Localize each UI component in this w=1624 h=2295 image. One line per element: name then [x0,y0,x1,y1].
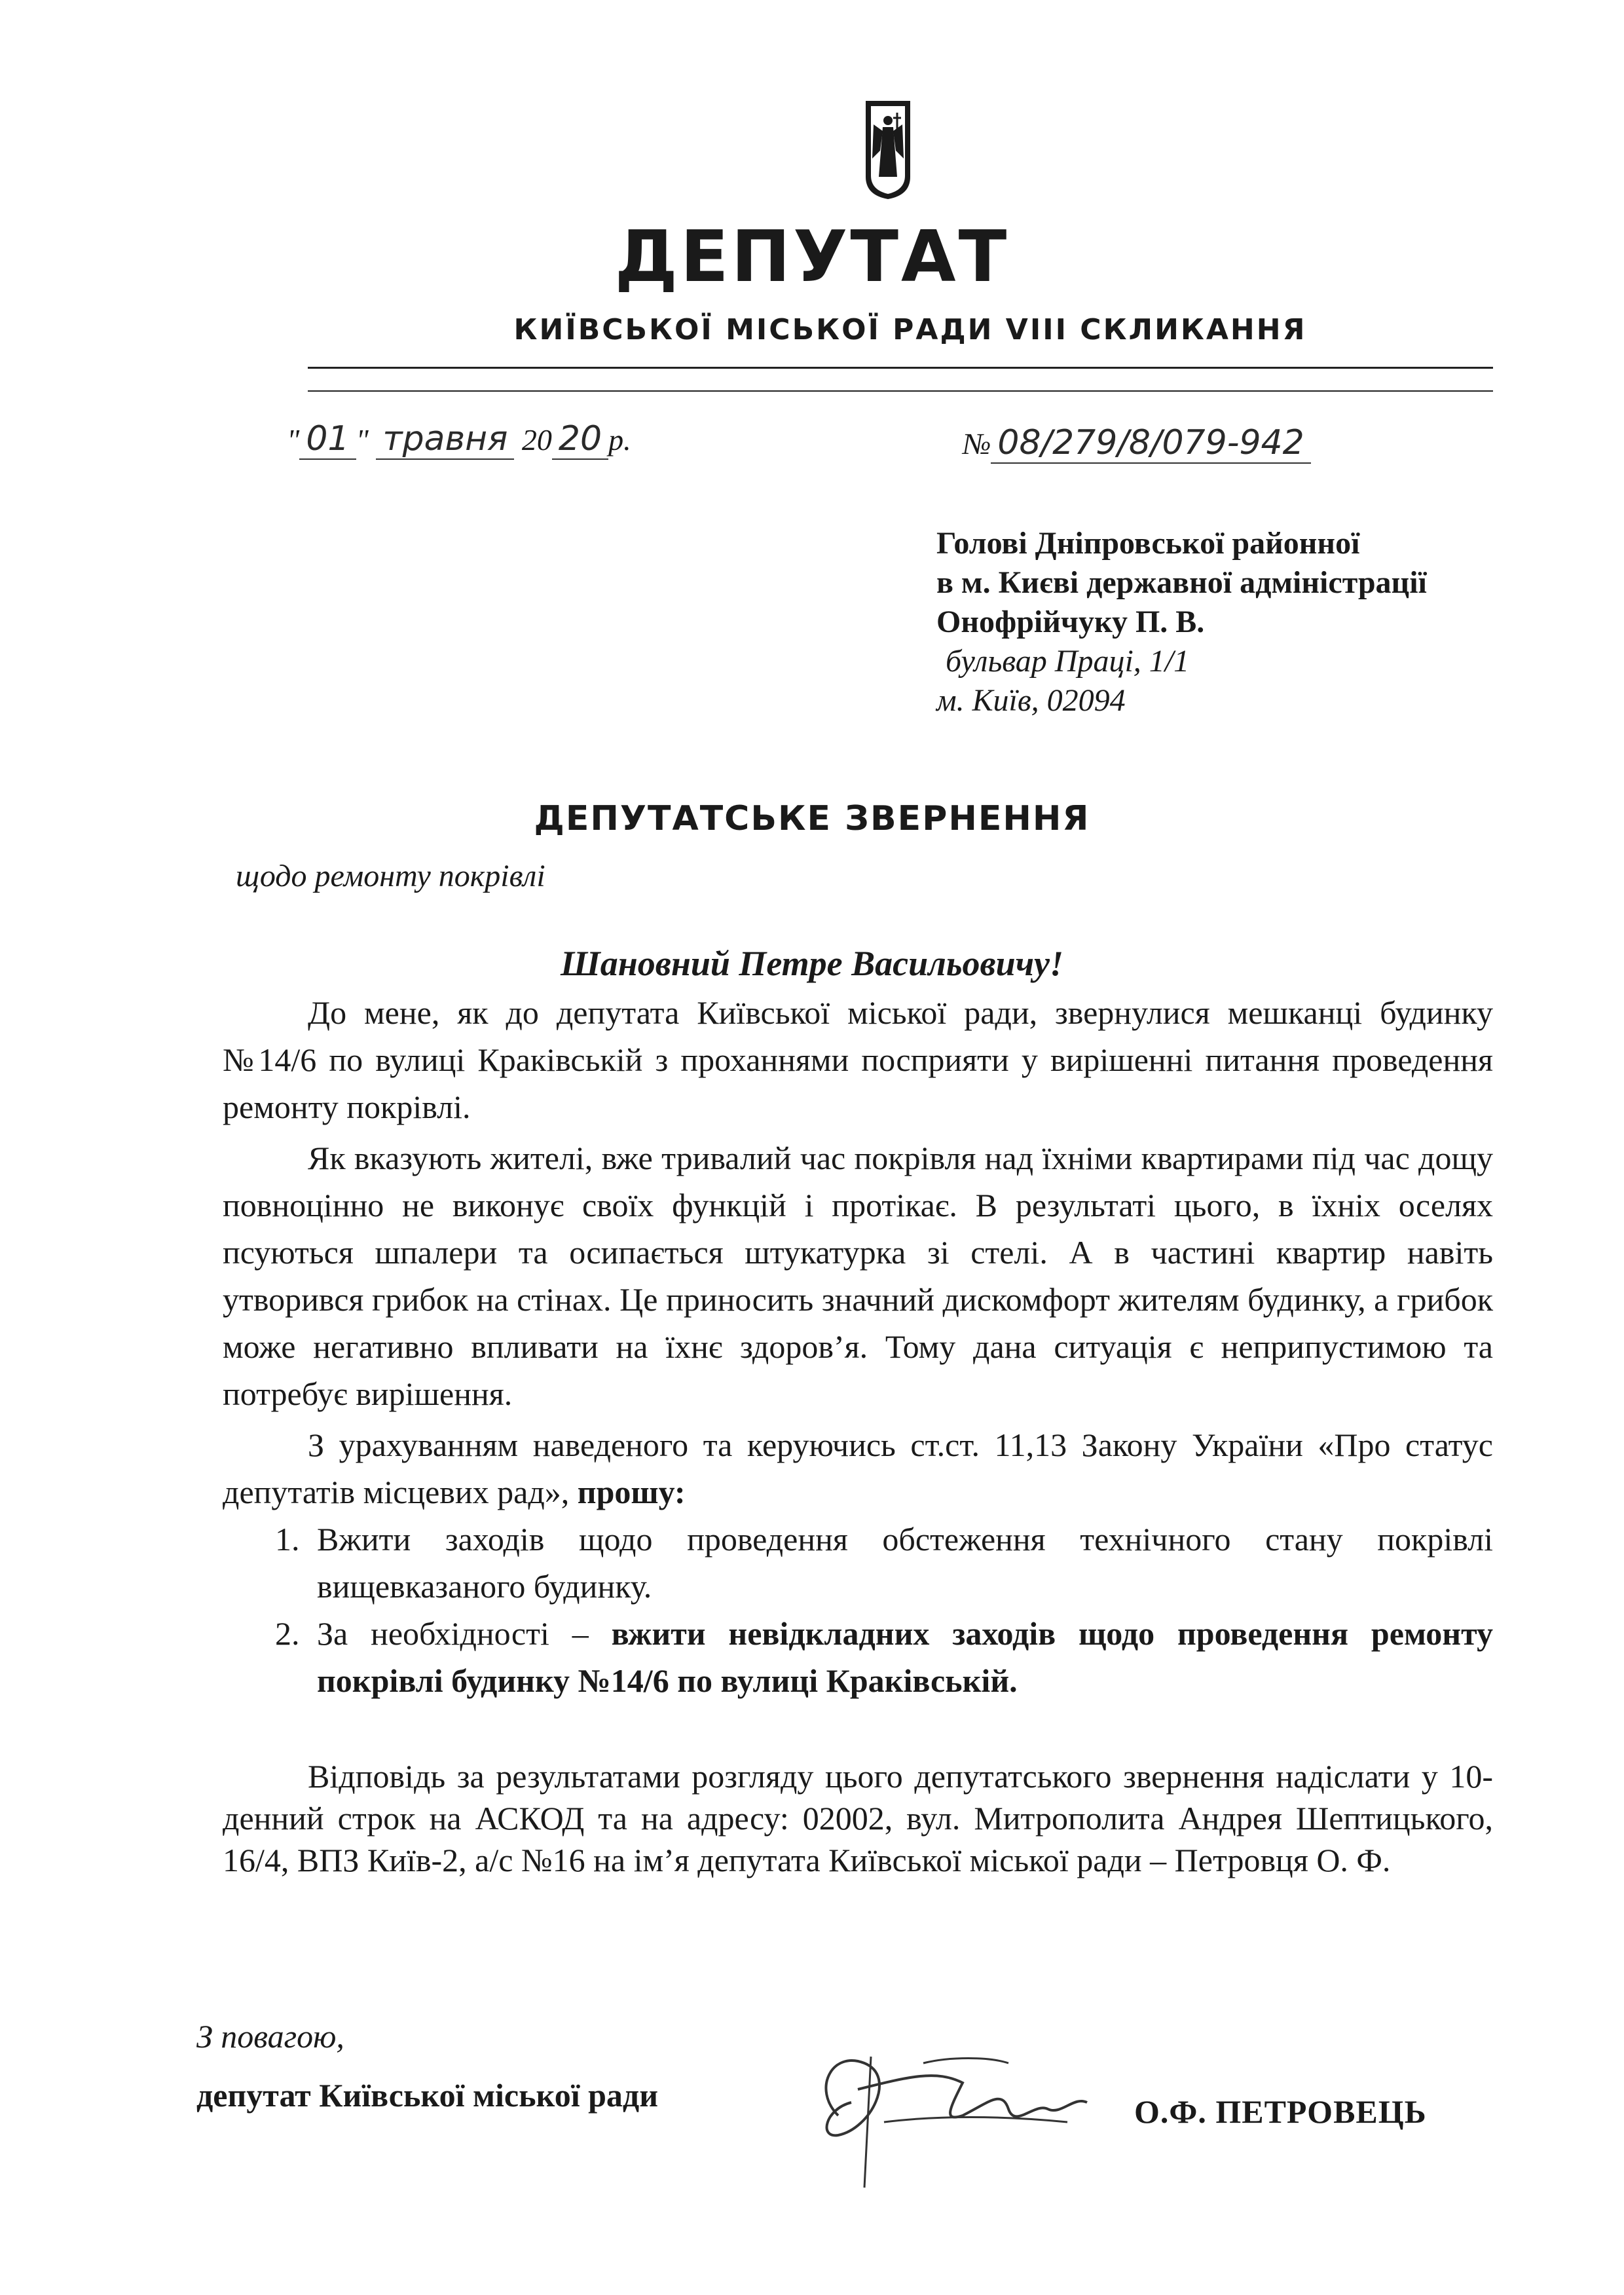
request-item-2-text: За необхідності – [317,1615,589,1652]
handwritten-signature [792,2017,1133,2214]
recipient-line-1: Голові Дніпровської районної [936,526,1360,561]
document-subject: щодо ремонту покрівлі [236,859,545,893]
date-suffix: р. [608,423,631,457]
request-item-2 [308,1610,1493,1704]
signatory-name: О.Ф. ПЕТРОВЕЦЬ [1134,2093,1427,2130]
request-list [223,1516,1493,1704]
body-paragraph-2: Як вказують жителі, вже тривалий час покрівля над їхніми квартирами під час дощу повноцінно не виконує своїх функцій і протікає. В результаті цього, в їхніх оселях псуються шпалери та осипається штукатурка зі стелі. А в частині квартир навіть утворився грибок на стінах. Це приносить значний дискомфорт жителям будинку, а грибок може негативно впливати на їхнє здоров’я. Тому дана ситуація є неприпустимою та потребує вирішення. [223,1140,1493,1412]
date-year-prefix: 20 [521,423,552,457]
body-paragraph-3 [223,1421,1493,1516]
closing-phrase: З повагою, [196,2018,344,2055]
document-title: ДЕПУТАТСЬКЕ ЗВЕРНЕННЯ [534,799,1090,838]
request-item-2-bold: вжити невідкладних заходів щодо проведення ремонту покрівлі будинку №14/6 по вулиці Краківській. [317,1615,1493,1699]
registration-number [963,423,1311,462]
registration-label: № [963,427,991,460]
date-year-suffix: 20 [552,419,608,460]
answer-instructions [223,1755,1493,1881]
letterhead-subtitle: КИЇВСЬКОЇ МІСЬКОЇ РАДИ VIII СКЛИКАННЯ [513,313,1307,346]
recipient-address-street: бульвар Праці, 1/1 [946,644,1190,679]
signatory-position: депутат Київської міської ради [196,2077,659,2114]
body-paragraph-1: До мене, як до депутата Київської міської ради, звернулися мешканці будинку №14/6 по вулиці Краківській з проханнями посприяти у вирішенні питання проведення ремонту покрівлі. [223,994,1493,1125]
recipient-line-2: в м. Києві державної адміністрації [936,565,1427,600]
header-divider-thin [308,390,1493,392]
kyiv-coat-of-arms-icon [863,98,913,200]
date-day: 01 [299,419,356,460]
date-quote-close: " [356,423,369,457]
header-divider [308,367,1493,369]
request-keyword: прошу: [577,1474,686,1510]
greeting: Шановний Петре Васильовичу! [560,944,1064,983]
paragraph-3-text: З урахуванням наведеного та керуючись ст.ст. 11,13 Закону України «Про статус депутатів місцевих рад», [223,1427,1493,1510]
date-quote-open: " [287,423,300,457]
letterhead-title: ДЕПУТАТ [614,216,1010,298]
document-date [287,419,631,458]
request-item-1: 1. Вжити заходів щодо проведення обстеження технічного стану покрівлі вищевказаного будинку. [308,1516,1493,1610]
answer-paragraph: Відповідь за результатами розгляду цього депутатського звернення надіслати у 10-денний строк на АСКОД та на адресу: 02002, вул. Митрополита Андрея Шептицького, 16/4, ВПЗ Київ-2, а/с №16 на ім’я депутата Київської міської ради – Петровця О. Ф. [223,1758,1493,1878]
recipient-block [936,524,1427,720]
recipient-name: Онофрійчуку П. В. [936,605,1205,639]
date-month: травня [376,419,514,460]
registration-value: 08/279/8/079-942 [991,423,1310,464]
document-body [223,989,1493,1704]
recipient-address-city: м. Київ, 02094 [936,683,1126,718]
